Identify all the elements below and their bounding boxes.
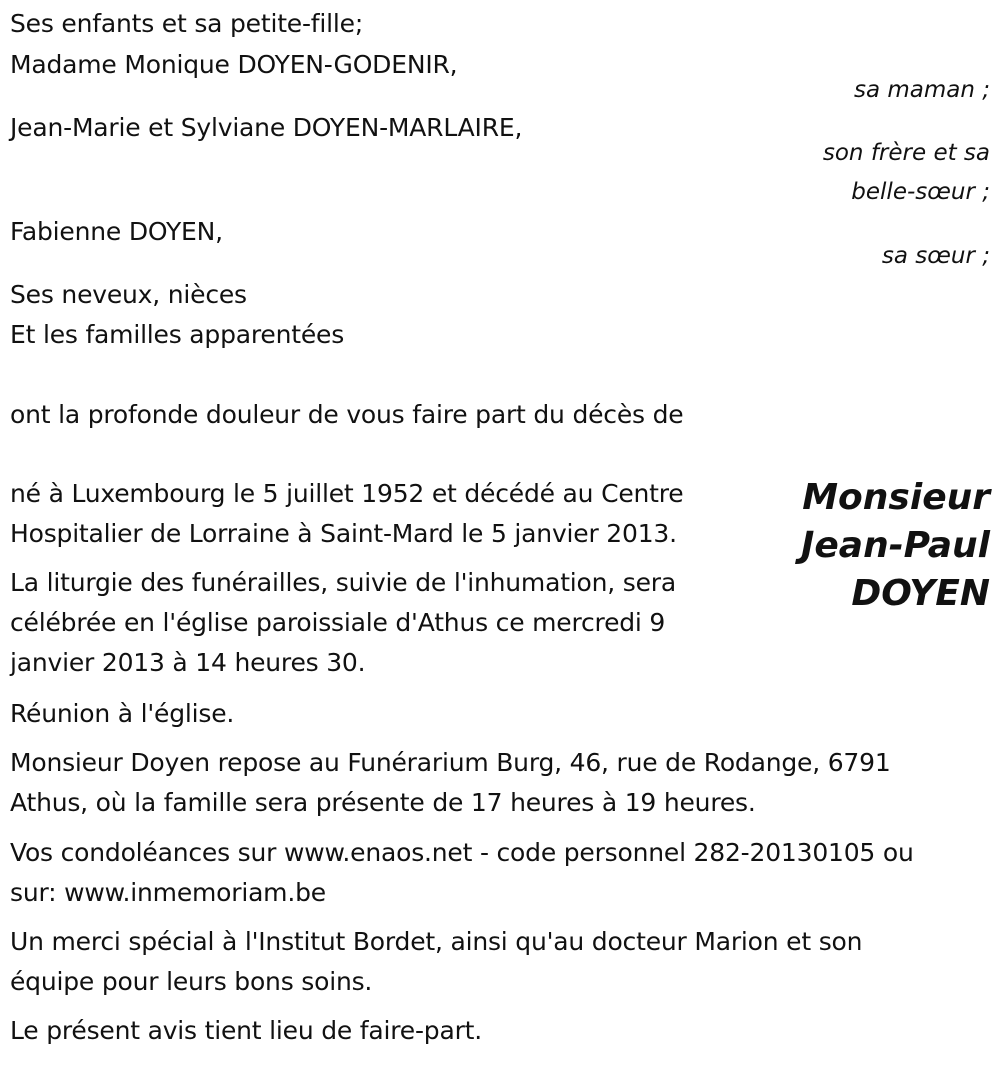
announcement: ont la profonde douleur de vous faire part du décès de xyxy=(10,400,684,429)
liturgy-line: célébrée en l'église paroissiale d'Athus ce mercredi 9 xyxy=(10,608,666,637)
thanks-line: équipe pour leurs bons soins. xyxy=(10,967,373,996)
deceased-name xyxy=(801,474,990,618)
brother-relation-line2: belle-sœur ; xyxy=(851,179,990,205)
liturgy-paragraph xyxy=(10,563,676,683)
closing-line: Le présent avis tient lieu de faire-part. xyxy=(10,1016,483,1045)
birth-death-paragraph xyxy=(10,474,683,554)
brother-name: Jean-Marie et Sylviane DOYEN-MARLAIRE, xyxy=(10,113,523,142)
mother-name: Madame Monique DOYEN-GODENIR, xyxy=(10,50,458,79)
mother-relation: sa maman ; xyxy=(853,77,990,103)
brother-relation-line1: son frère et sa xyxy=(822,140,990,166)
rest-line: Athus, où la famille sera présente de 17 heures à 19 heures. xyxy=(10,788,756,817)
liturgy-line: janvier 2013 à 14 heures 30. xyxy=(10,648,366,677)
sister-name: Fabienne DOYEN, xyxy=(10,217,223,246)
rest-paragraph xyxy=(10,743,891,823)
birth-death-line: né à Luxembourg le 5 juillet 1952 et décédé au Centre xyxy=(10,479,684,508)
birth-death-line: Hospitalier de Lorraine à Saint-Mard le 5 janvier 2013. xyxy=(10,519,677,548)
deceased-first-name: Jean-Paul xyxy=(800,525,990,566)
thanks-line: Un merci spécial à l'Institut Bordet, ainsi qu'au docteur Marion et son xyxy=(10,927,863,956)
meeting-line: Réunion à l'église. xyxy=(10,699,235,728)
liturgy-line: La liturgie des funérailles, suivie de l'inhumation, sera xyxy=(10,568,676,597)
nephews-line: Ses neveux, nièces xyxy=(10,280,247,309)
rest-line: Monsieur Doyen repose au Funérarium Burg, 46, rue de Rodange, 6791 xyxy=(10,748,891,777)
families-line: Et les familles apparentées xyxy=(10,320,345,349)
condolences-line: sur: www.inmemoriam.be xyxy=(10,878,326,907)
family-intro: Ses enfants et sa petite-fille; xyxy=(10,9,364,38)
condolences-paragraph xyxy=(10,833,914,913)
thanks-paragraph xyxy=(10,922,862,1002)
sister-relation: sa sœur ; xyxy=(881,243,990,269)
deceased-last-name: DOYEN xyxy=(851,573,990,614)
condolences-line: Vos condoléances sur www.enaos.net - code personnel 282-20130105 ou xyxy=(10,838,914,867)
deceased-title: Monsieur xyxy=(802,477,990,518)
